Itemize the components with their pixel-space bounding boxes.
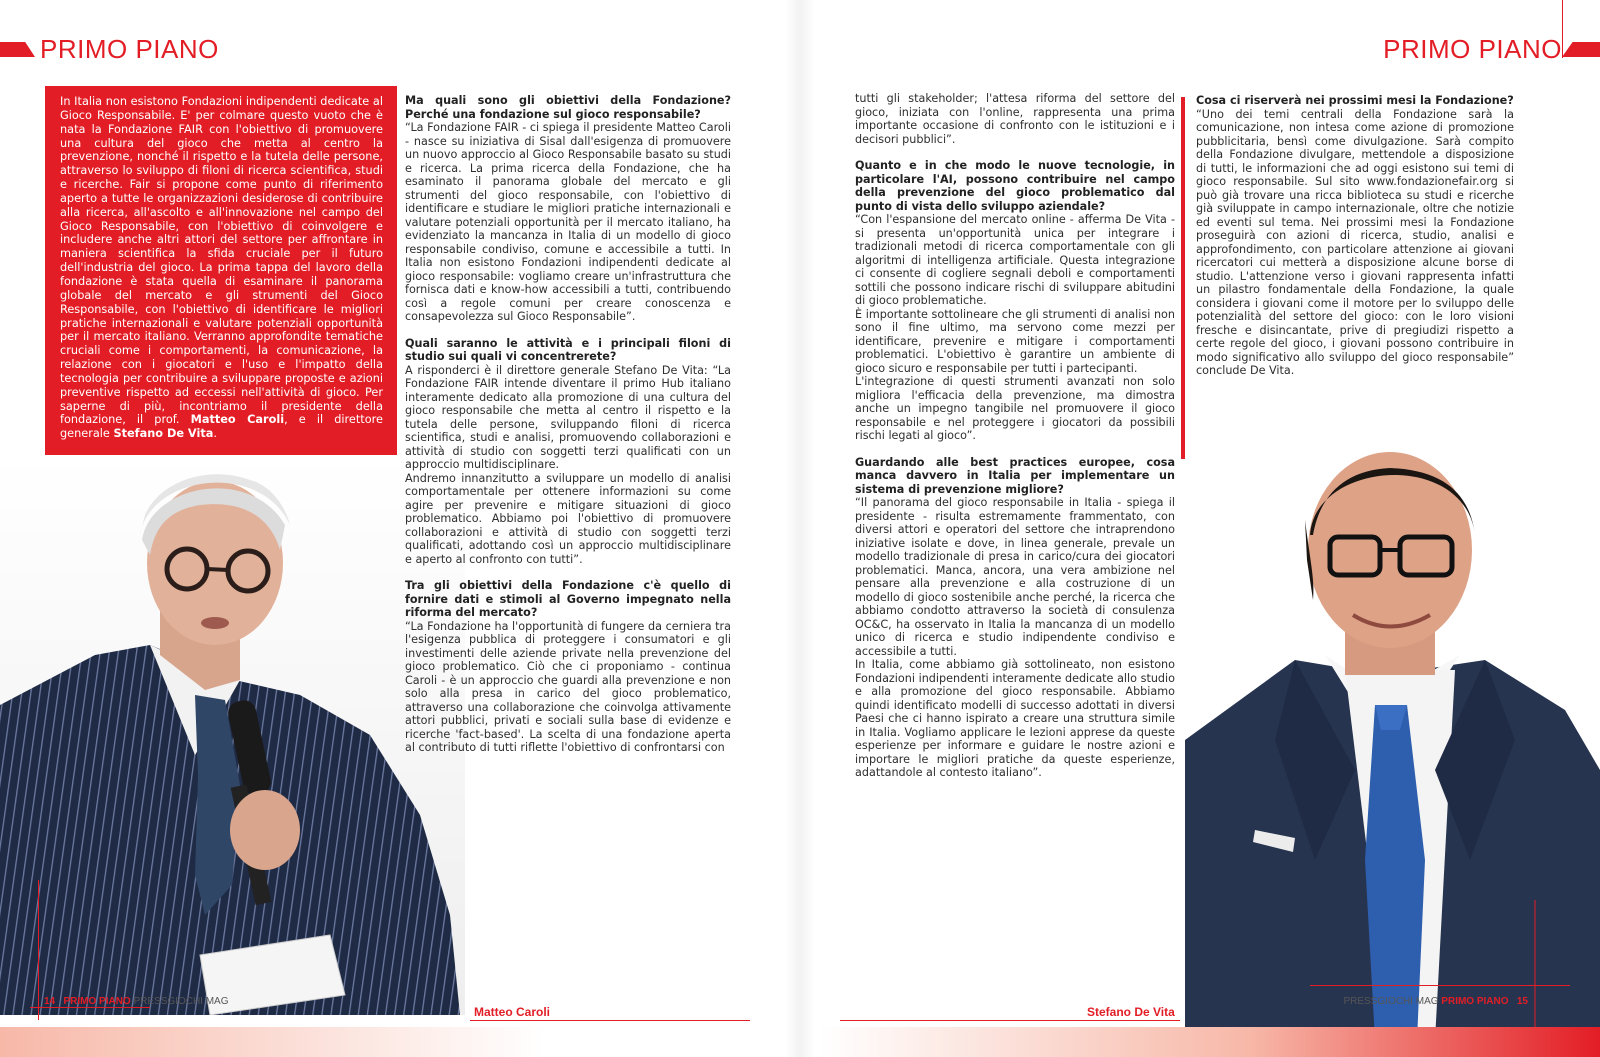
column-divider-red [1181, 97, 1185, 459]
photo-caption: Stefano De Vita [1087, 1005, 1175, 1019]
question-2: Quali saranno le attività e i principali filoni di studio sui quali vi concentrerete? [405, 336, 731, 363]
right-article-column-1 [855, 92, 1175, 780]
question-6: Cosa ci riserverà nei prossimi mesi la Fondazione? [1196, 94, 1514, 107]
caption-line [470, 1020, 750, 1021]
answer-5: “Il panorama del gioco responsabile in Italia - spiega il presidente - risulta estremamente frammentato, con diversi attori e operatori del settore che intraprendono iniziative isolate e dove, in linea generale, prevale un modello tradizionale di presa in carico/cura dei giocatori problematici. Manca, ancora, una vera ambizione nel pensare alla prevenzione e alla costruzione di un modello di gioco sostenibile anche perché, la ricerca che abbiamo condotto attraverso la società di consulenza OC&C, ha osservato in Italia la mancanza di un modello unico di ricerca e studio indipendente condiviso e accessibile a tutti. [855, 496, 1175, 658]
left-corner-line [38, 880, 39, 1020]
answer-2: A risponderci è il direttore generale Stefano De Vita: “La Fondazione FAIR intende diventare il primo Hub italiano interamente dedicato alla promozione di una cultura del gioco responsabile che metta al centro il rispetto e la tutela delle persone, sviluppando filoni di ricerca scientifica, studi e analisi, promuovendo collaborazioni e attività di studio con soggetti terzi qualificati con un approccio multidisciplinare. [405, 363, 731, 471]
bottom-band-right [820, 1027, 1600, 1057]
footer-line-right [1310, 985, 1570, 986]
spread-gutter [785, 0, 815, 1057]
answer-1: “La Fondazione FAIR - ci spiega il presidente Matteo Caroli - nasce su iniziativa di Sisal dall'esigenza di promuovere un nuovo approccio al Gioco Responsabile basato su studi e ricerca. La prima ricerca della Fondazione, che ha esaminato il panorama globale del mercato e gli strumenti del gioco responsabile, con l'obiettivo di identificare e studiare le migliori pratiche internazionali e valutare potenziali opportunità per il mercato italiano, ha evidenziato la mancanza in Italia di un modello di gioco responsabile condiviso, comune e accessibile a tutti. In Italia non esistono Fondazioni indipendenti dedicate al gioco responsabile: vogliamo creare un'infrastruttura che fornisca dati e know-how accessibili a tutti, contribuendo così a regole comuni per creare conoscenza e consapevolezza sul Gioco Responsabile”. [405, 121, 731, 323]
footer-line-left [30, 1007, 150, 1008]
portrait-devita-illustration [1185, 440, 1600, 1040]
footer-section: PRIMO PIANO [63, 996, 131, 1007]
footer-magazine: PRESSGIOCHI MAG [1343, 996, 1439, 1007]
answer-continuation: tutti gli stakeholder; l'attesa riforma del settore del gioco, iniziata con l'online, rappresenta una prima importante occasione di confronto con le istituzioni e i decisori pubblici”. [855, 92, 1175, 146]
question-1: Ma quali sono gli obiettivi della Fondazione? Perché una fondazione sul gioco responsabile? [405, 94, 731, 121]
answer-5b: In Italia, come abbiamo già sottolineato, non esistono Fondazioni indipendenti interamente dedicate allo studio e alla promozione del gioco responsabile. Abbiamo quindi identificato modelli di successo adottati in diversi Paesi che ci hanno ispirato a creare una struttura simile in Italia. Vogliamo applicare le lezioni apprese da queste esperienze per informare e guidare le nostre azioni e importare le migliori pratiche da queste esperienze, adattandole al contesto italiano”. [855, 658, 1175, 779]
intro-name-caroli: Matteo Caroli [190, 413, 285, 427]
header-accent-bar [1562, 42, 1600, 57]
photo-caption: Matteo Caroli [474, 1005, 551, 1019]
bottom-band-left [0, 1027, 780, 1057]
right-article-column-2 [1196, 94, 1514, 378]
footer-magazine: PRESSGIOCHI MAG [133, 996, 229, 1007]
intro-mid: , e il direttore generale [60, 413, 383, 441]
intro-text: In Italia non esistono Fondazioni indipendenti dedicate al Gioco Responsabile. E' per colmare questo vuoto che è nata la Fondazione FAIR con l'obiettivo di promuovere una cultura del gioco che metta al centro la prevenzione, nonché il rispetto e la tutela delle persone, attraverso lo sviluppo di filoni di ricerca scientifica, studi e ricerche. Fair si propone come punto di riferimento aperto a tutte le organizzazioni desiderose di contribuire alla ricerca, all'ascolto e all'innovazione nel campo del Gioco Responsabile, con l'obiettivo di coinvolgere e includere anche altri attori del settore per affrontare in maniera scientifica la sfida cruciale per il futuro dell'industria del gioco. La prima tappa del lavoro della fondazione è stata quella di esaminare il panorama globale del mercato e gli strumenti del Gioco Responsabile, con l'obiettivo di identificare le migliori pratiche internazionali e valutare potenziali opportunità per il mercato italiano. Verranno approfondite tematiche cruciali come i comportamenti, la comunicazione, la relazione con i giocatori e l'uso e l'impatto della tecnologia per contribuire a sviluppare proposte e azioni preventive rispetto ad eccessi nell'attività di gioco. Per saperne di più, incontriamo il presidente della fondazione, il prof. [60, 95, 383, 427]
question-5: Guardando alle best practices europee, cosa manca davvero in Italia per implementare un sistema di prevenzione migliore? [855, 455, 1175, 496]
left-article-column [405, 94, 731, 755]
right-page [800, 0, 1600, 1057]
intro-box [45, 86, 397, 460]
answer-6: “Uno dei temi centrali della Fondazione sarà la comunicazione, non intesa come azione di promozione pubblicitaria, bensì come divulgazione. Sarà compito della Fondazione divulgare, mettendole a disposizione di tutti, le informazioni che ad oggi esistono sui temi di gioco responsabile. Sul sito www.fondazionefair.org si può già trovare una ricca biblioteca su studi e ricerche già sviluppate in campo internazionale, oltre che notizie ed eventi sul tema. Nei prossimi mesi la Fondazione proseguirà con azioni di ricerca, studio, analisi e approfondimento, con particolare attenzione ai giovani ricercatori cui metterà a disposizione alcune borse di studio. L'attenzione verso i giovani rappresenta infatti un pilastro fondamentale della Fondazione, la quale considera i giovani come il motore per lo sviluppo delle potenzialità del settore del gioco: con le loro visioni fresche e disincantate, prive di pregiudizi rispetto a certe regole del gioco, i giovani possono contribuire in modo significativo allo sviluppo del gioco responsabile” conclude De Vita. [1196, 107, 1514, 377]
intro-name-devita: Stefano De Vita [113, 427, 214, 441]
caption-line [840, 1020, 1180, 1021]
portrait-caroli-illustration [0, 455, 465, 1015]
question-3: Tra gli obiettivi della Fondazione c'è quello di fornire dati e stimoli al Governo impegnato nella riforma del mercato? [405, 579, 731, 619]
photo-matteo-caroli [0, 455, 465, 1015]
right-footer [1344, 996, 1529, 1007]
footer-section: PRIMO PIANO [1441, 996, 1509, 1007]
answer-4c: L'integrazione di questi strumenti avanzati non solo migliora l'efficacia della prevenzione, ma dimostra anche un impegno tangibile nel promuovere il gioco responsabile e nel proteggere i giocatori da possibili rischi legati al gioco”. [855, 375, 1175, 442]
question-4: Quanto e in che modo le nuove tecnologie, in particolare l'AI, possono contribuire nel campo della prevenzione del gioco problematico dal punto di vista dello sviluppo aziendale? [855, 159, 1175, 213]
photo-stefano-de-vita [1185, 440, 1600, 1040]
page-header-title: PRIMO PIANO [1383, 34, 1562, 64]
left-footer [44, 996, 229, 1007]
right-top-line [1562, 0, 1563, 58]
page-number: 15 [1516, 996, 1528, 1007]
page-number: 14 [44, 996, 56, 1007]
answer-4: “Con l'espansione del mercato online - afferma De Vita - si presenta un'opportunità unica per integrare i tradizionali metodi di ricerca comportamentale con gli algoritmi di intelligenza artificiale. Questa integrazione ci consente di cogliere segnali deboli e comportamenti sottili che possono indicare rischi di sviluppare abitudini di gioco problematiche. [855, 213, 1175, 307]
intro-end: . [213, 427, 217, 441]
page-header-title: PRIMO PIANO [40, 34, 219, 64]
answer-3: “La Fondazione ha l'opportunità di fungere da cerniera tra l'esigenza pubblica di proteggere i consumatori e gli investimenti delle aziende private nella prevenzione del gioco problematico. Ciò che ci proponiamo - continua Caroli - è un approccio che guardi alla prevenzione e non solo alla presa in carico del gioco problematico, attraverso una collaborazione che coinvolga attivamente attori pubblici, privati e sociali sulla base di evidenze e ricerche 'fact-based'. La scelta di una fondazione aperta al contributo di tutti riflette l'obiettivo di confrontarsi con [405, 619, 731, 754]
header-accent-bar [0, 42, 35, 57]
answer-2b: Andremo innanzitutto a sviluppare un modello di analisi comportamentale per ottenere informazioni su come agire per prevenire e mitigare situazioni di gioco problematico. Abbiamo poi l'obiettivo di promuovere collaborazioni e attività di studio con soggetti terzi qualificati, adottando così un approccio multidisciplinare e aperto al confronto con tutti”. [405, 471, 731, 566]
answer-4b: È importante sottolineare che gli strumenti di analisi non sono il fine ultimo, ma servono come mezzi per identificare, prevenire e mitigare i comportamenti problematici. L'obiettivo è garantire un ambiente di gioco sicuro e responsabile per tutti i partecipanti. [855, 307, 1175, 375]
